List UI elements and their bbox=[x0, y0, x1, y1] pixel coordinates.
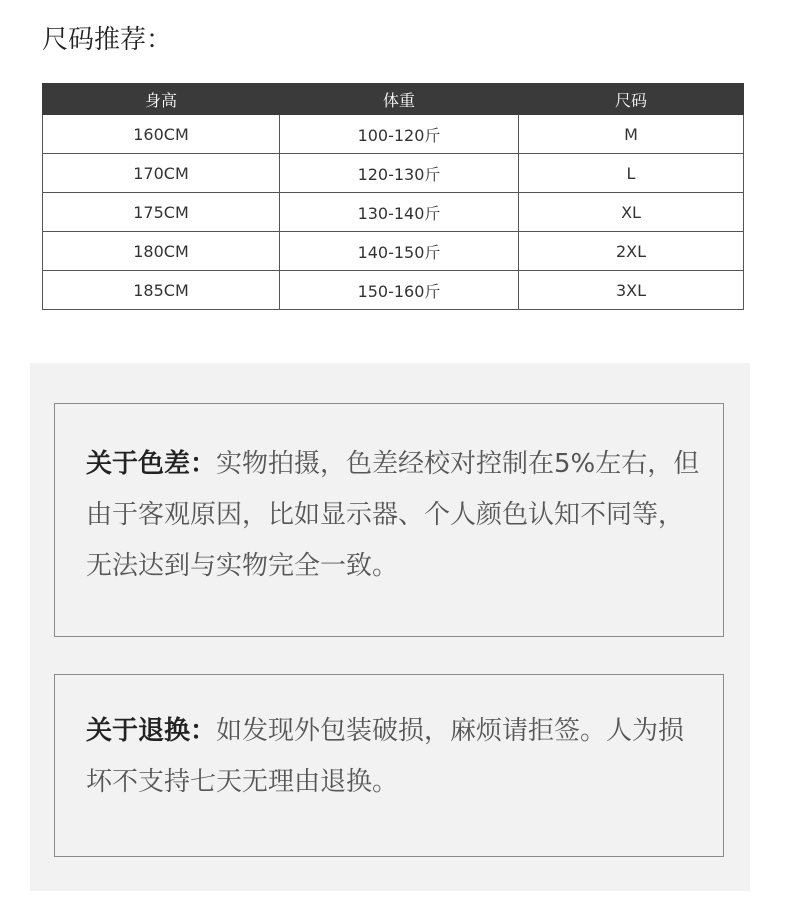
cell-weight: 100-120斤 bbox=[280, 115, 519, 154]
color-difference-note bbox=[54, 403, 724, 637]
cell-size: M bbox=[519, 115, 744, 154]
table-row bbox=[43, 193, 744, 232]
header-height: 身高 bbox=[43, 84, 280, 115]
cell-size: 2XL bbox=[519, 232, 744, 271]
cell-height: 180CM bbox=[43, 232, 280, 271]
color-note-body: 实物拍摄，色差经校对控制在5%左右，但由于客观原因，比如显示器、个人颜色认知不同等，无法达到与实物完全一致。 bbox=[86, 449, 700, 581]
cell-weight: 130-140斤 bbox=[280, 193, 519, 232]
cell-height: 160CM bbox=[43, 115, 280, 154]
return-note-label: 关于退换： bbox=[86, 716, 217, 746]
return-note-text bbox=[86, 706, 703, 808]
header-weight: 体重 bbox=[280, 84, 519, 115]
return-note-body: 如发现外包装破损，麻烦请拒签。人为损坏不支持七天无理由退换。 bbox=[86, 716, 685, 797]
size-table bbox=[42, 83, 744, 310]
table-row bbox=[43, 154, 744, 193]
page-title: 尺码推荐： bbox=[42, 25, 173, 55]
table-row bbox=[43, 232, 744, 271]
cell-size: XL bbox=[519, 193, 744, 232]
cell-size: 3XL bbox=[519, 271, 744, 310]
cell-height: 175CM bbox=[43, 193, 280, 232]
cell-size: L bbox=[519, 154, 744, 193]
cell-height: 185CM bbox=[43, 271, 280, 310]
cell-weight: 150-160斤 bbox=[280, 271, 519, 310]
return-policy-note bbox=[54, 674, 724, 857]
header-size: 尺码 bbox=[519, 84, 744, 115]
table-row bbox=[43, 271, 744, 310]
cell-height: 170CM bbox=[43, 154, 280, 193]
cell-weight: 140-150斤 bbox=[280, 232, 519, 271]
notes-panel bbox=[30, 363, 750, 891]
color-note-text bbox=[86, 439, 703, 592]
color-note-label: 关于色差： bbox=[86, 449, 217, 479]
cell-weight: 120-130斤 bbox=[280, 154, 519, 193]
table-header-row bbox=[43, 84, 744, 115]
table-row bbox=[43, 115, 744, 154]
